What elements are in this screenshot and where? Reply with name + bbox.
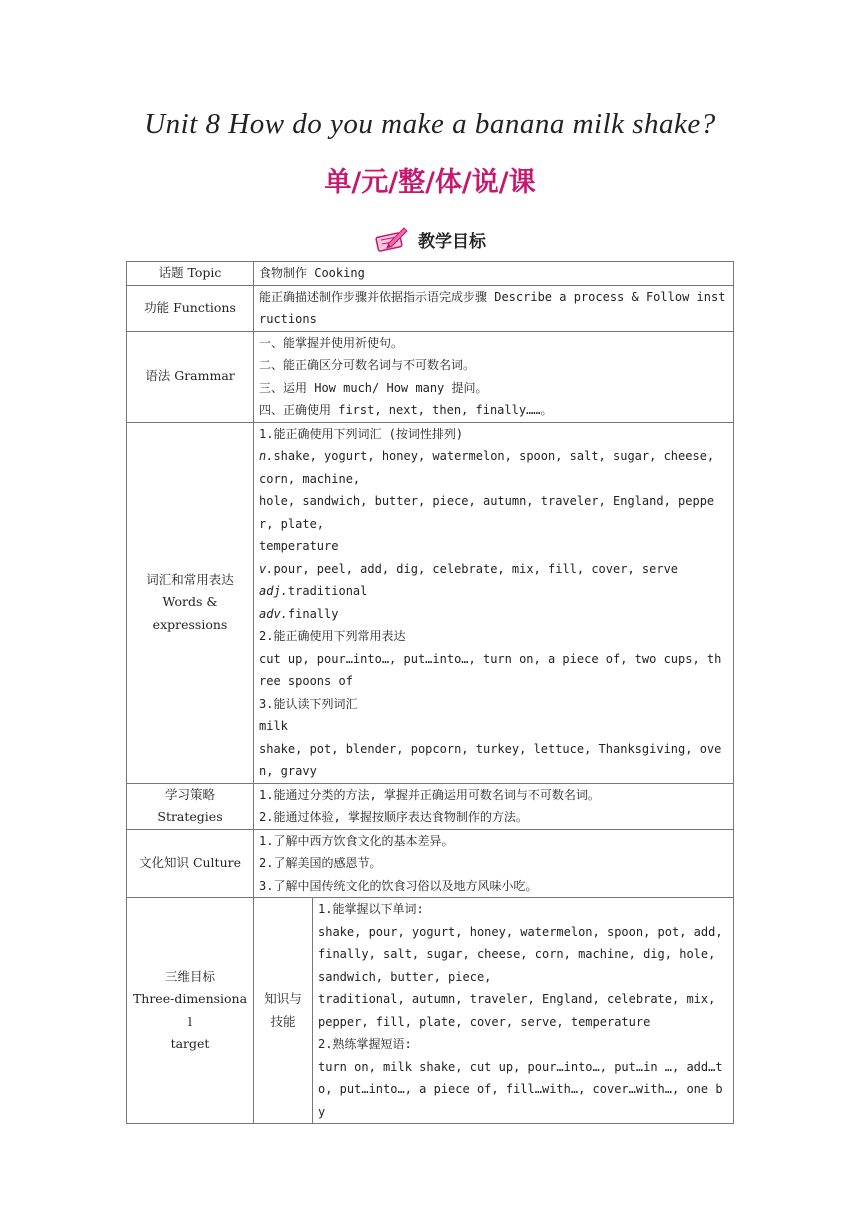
- culture-line: 3.了解中国传统文化的饮食习俗以及地方风味小吃。: [259, 878, 538, 893]
- table-row-culture: [127, 829, 734, 898]
- words-noun-line: [259, 445, 728, 490]
- table-row-grammar: [127, 331, 734, 422]
- culture-line: 2.了解美国的感恩节。: [259, 856, 382, 870]
- noun-words: shake, yogurt, honey, watermelon, spoon, salt, sugar, cheese, corn, machine,: [259, 449, 715, 486]
- words-verb-line: [259, 558, 728, 581]
- three-d-label-en: l: [188, 1013, 192, 1029]
- words-line: cut up, pour…into…, put…into…, turn on, a piece of, two cups, three spoons of: [259, 651, 722, 688]
- sub-label-text: 知识与技能: [264, 991, 302, 1029]
- row-content-grammar: [254, 331, 734, 422]
- grammar-line: 二、能正确区分可数名词与不可数名词。: [259, 358, 476, 372]
- culture-line: 1.了解中西方饮食文化的基本差异。: [259, 833, 454, 848]
- three-d-line: turn on, milk shake, cut up, pour…into…, put…in …, add…to, put…into…, a piece of, fill…with…, cover…with…, one by: [318, 1059, 723, 1119]
- words-label-cn: 词汇和常用表达: [146, 571, 234, 587]
- row-label-words: [127, 422, 254, 783]
- pencil-notebook-icon: [374, 226, 408, 252]
- words-line: 2.能正确使用下列常用表达: [259, 629, 406, 643]
- three-d-label-cn: 三维目标: [164, 968, 215, 984]
- row-content-topic: 食物制作 Cooking: [254, 262, 734, 286]
- pos-tag: v.: [259, 561, 274, 576]
- page-subtitle: 单/元/整/体/说/课: [324, 167, 536, 198]
- table-row-three-dimensional: [127, 898, 734, 1124]
- words-line: hole, sandwich, butter, piece, autumn, traveler, England, pepper, plate,: [259, 494, 715, 531]
- words-line: temperature: [259, 539, 339, 553]
- row-label-culture: 文化知识 Culture: [127, 829, 254, 898]
- grammar-line: 一、能掌握并使用祈使句。: [259, 335, 404, 350]
- strategies-line: 2.能通过体验, 掌握按顺序表达食物制作的方法。: [259, 810, 528, 824]
- pos-tag: n.: [259, 449, 274, 463]
- strategies-line: 1.能通过分类的方法, 掌握并正确运用可数名词与不可数名词。: [259, 787, 600, 802]
- words-label-en: Words &: [162, 594, 218, 610]
- page-title: Unit 8 How do you make a banana milk shake?: [144, 108, 716, 140]
- strategies-label-cn: 学习策略: [164, 786, 215, 802]
- table-row-functions: [127, 285, 734, 331]
- table-row-topic: [127, 262, 734, 286]
- strategies-label-en: Strategies: [157, 809, 223, 824]
- table-row-words: [127, 422, 734, 783]
- row-label-topic: 话题 Topic: [127, 262, 254, 286]
- three-d-line: shake, pour, yogurt, honey, watermelon, spoon, pot, add, finally, salt, sugar, cheese, corn, machine, dig, hole, sandwich, butter, piece,: [318, 924, 723, 984]
- pos-tag: adv.: [259, 606, 288, 621]
- words-line: 1.能正确使用下列词汇 (按词性排列): [259, 426, 464, 441]
- adj-words: traditional: [287, 584, 368, 598]
- row-content-culture: [254, 829, 734, 898]
- three-d-label-en: Three-dimensiona: [132, 991, 248, 1006]
- table-row-strategies: [127, 783, 734, 829]
- words-adv-line: [259, 603, 728, 626]
- adv-words: finally: [287, 606, 339, 621]
- row-label-strategies: [127, 783, 254, 829]
- row-label-functions: 功能 Functions: [127, 285, 254, 331]
- grammar-line: 三、运用 How much/ How many 提问。: [259, 380, 488, 395]
- pos-tag: adj.: [259, 584, 288, 598]
- section-heading: [0, 226, 860, 252]
- row-content-words: [254, 422, 734, 783]
- three-d-label-en: target: [170, 1036, 210, 1051]
- words-line: milk: [259, 719, 288, 733]
- teaching-objectives-table: [126, 261, 734, 1124]
- words-adj-line: [259, 580, 728, 603]
- row-content-strategies: [254, 783, 734, 829]
- section-title: 教学目标: [417, 232, 486, 252]
- words-label-en: expressions: [152, 616, 228, 632]
- words-line: shake, pot, blender, popcorn, turkey, lettuce, Thanksgiving, oven, gravy: [259, 741, 722, 778]
- words-line: 3.能认读下列词汇: [259, 696, 358, 711]
- grammar-line: 四、正确使用 first, next, then, finally……。: [259, 403, 553, 417]
- row-content-functions: 能正确描述制作步骤并依据指示语完成步骤 Describe a process & Follow instructions: [254, 285, 734, 331]
- three-d-line: 1.能掌握以下单词:: [318, 902, 424, 916]
- row-label-grammar: 语法 Grammar: [127, 331, 254, 422]
- verb-words: pour, peel, add, dig, celebrate, mix, fill, cover, serve: [273, 561, 679, 576]
- sub-label-knowledge-skills: [254, 898, 313, 1124]
- three-d-line: traditional, autumn, traveler, England, celebrate, mix, pepper, fill, plate, cover, serve, temperature: [318, 992, 716, 1029]
- row-label-three-dimensional: [127, 898, 254, 1124]
- three-d-line: 2.熟练掌握短语:: [318, 1037, 412, 1051]
- row-content-three-dimensional: [313, 898, 734, 1124]
